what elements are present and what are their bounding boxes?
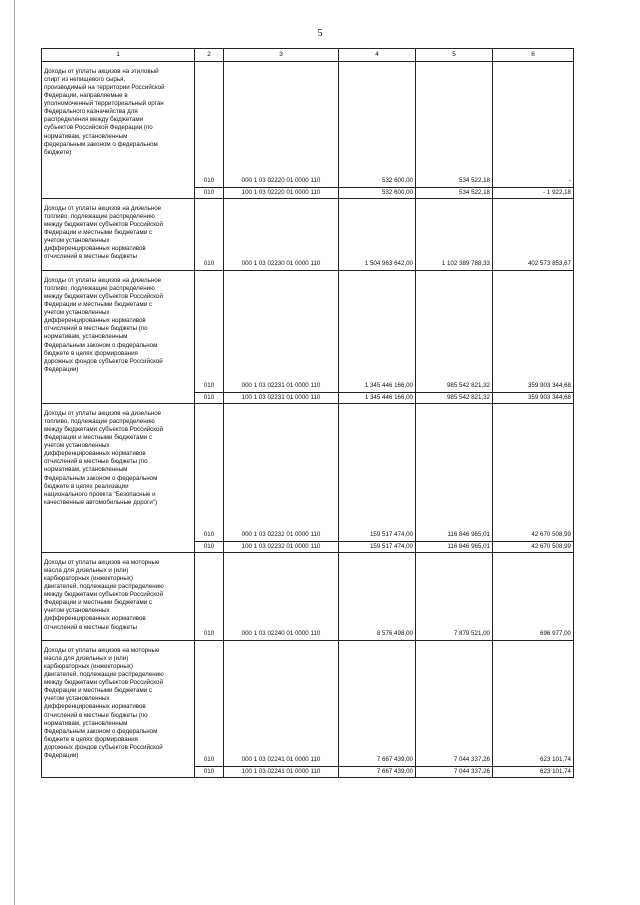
row-unexecuted-amount: 402 573 853,67: [493, 199, 574, 271]
row-unexecuted-amount: 359 903 344,68: [493, 393, 574, 404]
table-header-row: [42, 49, 574, 62]
row-budget-code: 000 1 03 02241 01 0000 110: [224, 641, 339, 767]
row-executed-amount: 7 044 337,26: [416, 641, 493, 767]
row-line-code: 010: [195, 404, 224, 542]
row-approved-amount: 1 345 446 166,00: [339, 393, 416, 404]
row-executed-amount: 534 522,18: [416, 62, 493, 188]
table-row: [42, 271, 574, 393]
row-executed-amount: 7 044 337,26: [416, 767, 493, 778]
header-col-3: 3: [224, 49, 339, 62]
row-budget-code: 100 1 03 02232 01 0000 110: [224, 542, 339, 553]
row-executed-amount: 7 879 521,00: [416, 553, 493, 641]
header-col-5: 5: [416, 49, 493, 62]
row-unexecuted-amount: -: [493, 62, 574, 188]
row-executed-amount: 116 846 965,01: [416, 542, 493, 553]
row-approved-amount: 1 504 963 642,00: [339, 199, 416, 271]
row-approved-amount: 532 600,00: [339, 62, 416, 188]
row-budget-code: 000 1 03 02232 01 0000 110: [224, 404, 339, 542]
row-executed-amount: 985 542 821,32: [416, 271, 493, 393]
row-line-code: 010: [195, 641, 224, 767]
row-description: Доходы от уплаты акцизов на моторные масла для дизельных и (или) карбюраторных (инжекторных) двигателей, подлежащие распределению между бюджетами субъектов Российской Федерации и местными бюджетами с учетом установленных дифференцированных нормативов отчислений в местные бюджеты (по нормативам, установленным Федеральным законом о федеральном бюджете в целях формирования дорожных фондов субъектов Российской Федерации): [42, 641, 195, 778]
row-approved-amount: 159 517 474,00: [339, 542, 416, 553]
row-executed-amount: 1 102 389 788,33: [416, 199, 493, 271]
row-description: Доходы от уплаты акцизов на этиловый спирт из непищевого сырья, производимый на территории Российской Федерации, направляемые в уполномоченный территориальный орган Федерального казначейства для распределения между бюджетами субъектов Российской Федерации (по нормативам, установленным федеральным законом о федеральном бюджете): [42, 62, 195, 199]
row-description: Доходы от уплаты акцизов на моторные масла для дизельных и (или) карбюраторных (инжекторных) двигателей, подлежащие распределению между бюджетами субъектов Российской Федерации и местными бюджетами с учетом установленных дифференцированных нормативов отчислений в местные бюджеты: [42, 553, 195, 641]
table-row: [42, 641, 574, 767]
row-description: Доходы от уплаты акцизов на дизельное топливо, подлежащие распределению между бюджетами субъектов Российской Федерации и местными бюджетами с учетом установленных дифференцированных нормативов отчислений в местные бюджеты (по нормативам, установленным Федеральным законом о федеральном бюджете в целях реализации национального проекта "Безопасные и качественные автомобильные дороги"): [42, 404, 195, 553]
scan-edge-line: [14, 0, 15, 905]
row-unexecuted-amount: 623 101,74: [493, 641, 574, 767]
row-approved-amount: 8 576 498,00: [339, 553, 416, 641]
row-approved-amount: 7 667 439,00: [339, 767, 416, 778]
row-budget-code: 000 1 03 02220 01 0000 110: [224, 62, 339, 188]
header-col-6: 6: [493, 49, 574, 62]
row-description: Доходы от уплаты акцизов на дизельное топливо, подлежащие распределению между бюджетами субъектов Российской Федерации и местными бюджетами с учетом установленных дифференцированных нормативов отчислений в местные бюджеты (по нормативам, установленным Федеральным законом о федеральном бюджете в целях формирования дорожных фондов субъектов Российской Федерации): [42, 271, 195, 404]
header-col-4: 4: [339, 49, 416, 62]
page-number: 5: [317, 28, 323, 39]
row-budget-code: 100 1 03 02220 01 0000 110: [224, 188, 339, 199]
row-approved-amount: 532 600,00: [339, 188, 416, 199]
row-line-code: 010: [195, 542, 224, 553]
row-unexecuted-amount: 42 670 508,99: [493, 542, 574, 553]
row-line-code: 010: [195, 553, 224, 641]
row-approved-amount: 159 517 474,00: [339, 404, 416, 542]
row-unexecuted-amount: 359 903 344,68: [493, 271, 574, 393]
row-line-code: 010: [195, 188, 224, 199]
row-approved-amount: 1 345 446 166,00: [339, 271, 416, 393]
row-budget-code: 000 1 03 02231 01 0000 110: [224, 271, 339, 393]
row-line-code: 010: [195, 271, 224, 393]
header-col-2: 2: [195, 49, 224, 62]
table-row: [42, 62, 574, 188]
row-approved-amount: 7 667 439,00: [339, 641, 416, 767]
row-executed-amount: 985 542 821,32: [416, 393, 493, 404]
row-unexecuted-amount: 696 977,00: [493, 553, 574, 641]
row-line-code: 010: [195, 393, 224, 404]
row-unexecuted-amount: - 1 922,18: [493, 188, 574, 199]
budget-table: [41, 48, 574, 778]
row-budget-code: 000 1 03 02240 01 0000 110: [224, 553, 339, 641]
table-row: [42, 199, 574, 271]
row-description: Доходы от уплаты акцизов на дизельное топливо, подлежащие распределению между бюджетами субъектов Российской Федерации и местными бюджетами с учетом установленных дифференцированных нормативов отчислений в местные бюджеты: [42, 199, 195, 271]
table-row: [42, 553, 574, 641]
row-unexecuted-amount: 42 670 508,99: [493, 404, 574, 542]
header-col-1: 1: [42, 49, 195, 62]
row-unexecuted-amount: 623 101,74: [493, 767, 574, 778]
row-line-code: 010: [195, 199, 224, 271]
row-budget-code: 100 1 03 02231 01 0000 110: [224, 393, 339, 404]
row-budget-code: 000 1 03 02230 01 0000 110: [224, 199, 339, 271]
row-budget-code: 100 1 03 02241 01 0000 110: [224, 767, 339, 778]
row-line-code: 010: [195, 767, 224, 778]
row-line-code: 010: [195, 62, 224, 188]
table-row: [42, 404, 574, 542]
row-executed-amount: 534 522,18: [416, 188, 493, 199]
row-executed-amount: 116 846 965,01: [416, 404, 493, 542]
